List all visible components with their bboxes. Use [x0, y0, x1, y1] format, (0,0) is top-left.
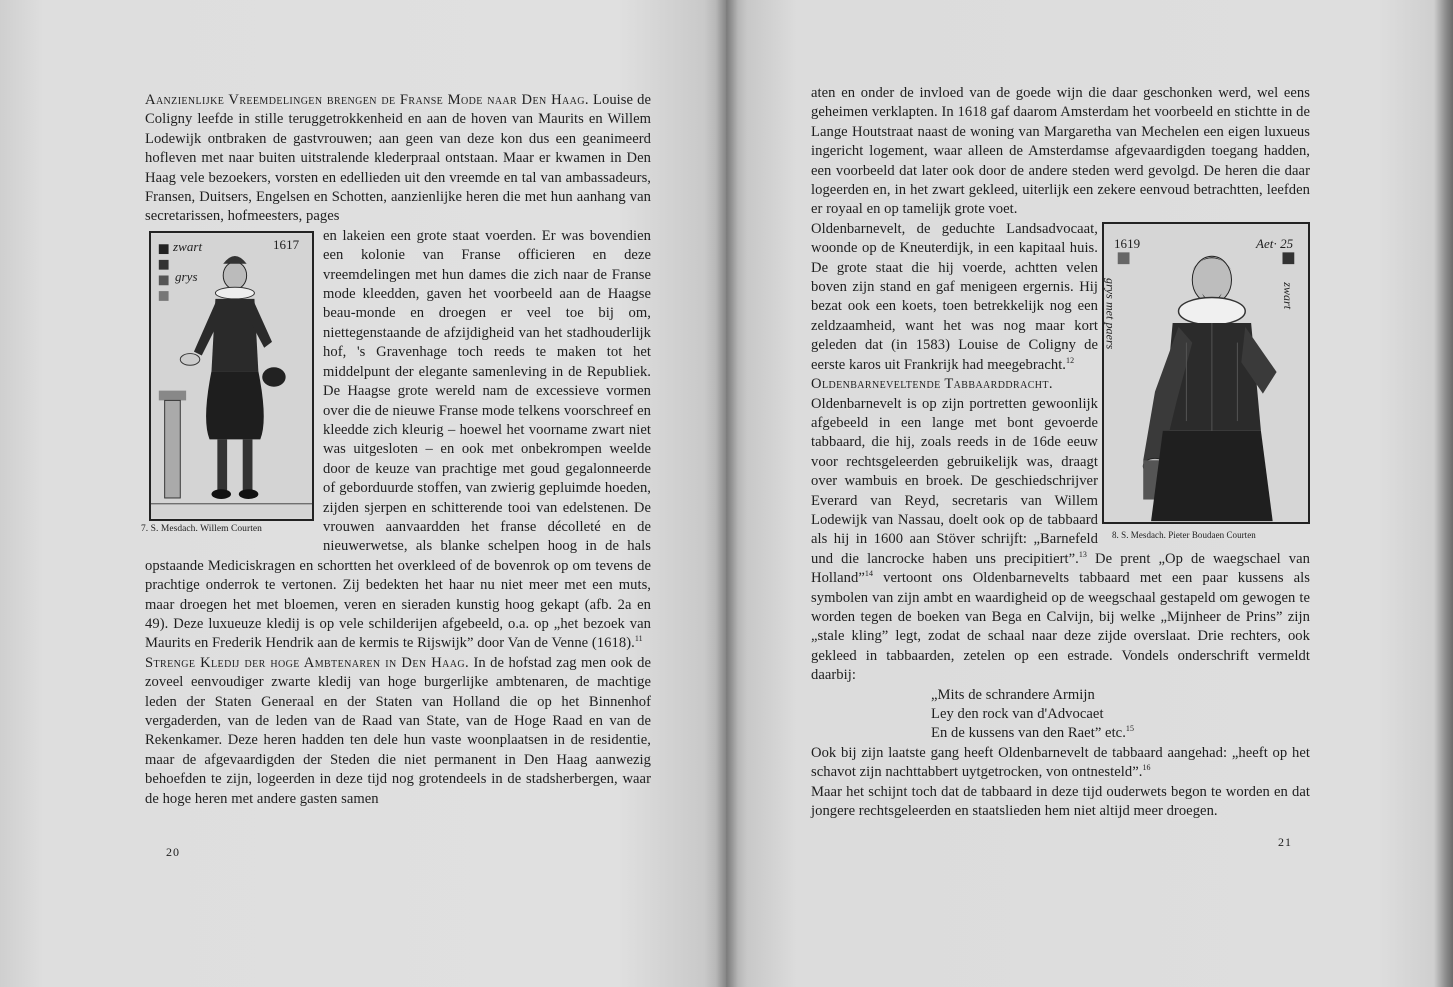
paragraph: Maar het schijnt toch dat de tabbaard in deze tijd ouderwets begon te worden en dat jongere rechtsgeleerden en staatslieden hem niet altijd meer droegen. [811, 783, 1310, 820]
paragraph: en lakeien een grote staat voerden. Er was bovendien een kolonie van Franse officieren en deze vreemdelingen met hun dames die zich naar de Franse mode kleedden, gaven het voorbeeld aan de Haagse beau-monde en droegen er veel toe bij om, niettegenstaande de afzijdigheid van het stadhouderlijk hof, 's Gravenhage toch reeds te maken tot het middelpunt der elegante samenleving in de Republiek. De Haagse grote wereld nam de excessieve vormen over die de nieuwe Franse mode telkens voorschreef en kleedde zich kleurig – hoewel het voorname zwart niet was uitgesloten – en ook met onbekrompen weelde door de keuze van prachtige met goud gegalonneerde of geborduurde stoffen, van zwierig gepluimde hoeden, zijden sjerpen en schitterende tooi van edelstenen. De vrouwen aanvaardden het franse décolleté en de nieuwerwetse, als blanke schelpen hoog in de hals opstaande Mediciskragen en schortten het overkleed of de bovenrok op om tevens de prachtige onderrok te vertonen. Zij bedekten het haar nu niet meer met een muts, maar droegen het met bloemen, veren en sieraden kunstig hoog gekapt (afb. 2a en 49). Deze luxueuze kledij is op vele schilderijen afgebeeld, o.a. op „het bezoek van Maurits en Frederik Hendrik aan de kermis te Rijswijk” door Van de Venne (1618). [145, 227, 651, 652]
footnote-ref: 14 [864, 569, 874, 579]
figure-label-black: zwart [1281, 282, 1296, 310]
paragraph: Oldenbarnevelt, de geduchte Landsadvocaat, woonde op de Kneuterdijk, in een kapitaal huis. De grote staat die hij voerde, achtten velen boven zijn stand en gaf menigeen ergernis. Hij bezat ook een koets, toen betrekkelijk nog een zeldzaamheid, want het was nog maar kort geleden dat (in 1583) Louise de Coligny de eerste karos uit Frankrijk had meegebracht. [811, 220, 1098, 373]
paragraph: Oldenbarnevelt is op zijn portretten gewoonlijk afgebeeld in een lange met bont gevoerde tabbaard, die hij, zoals reeds in de 16de eeuw voor rechtsgeleerden gebruikelijk was, draagt over wambuis en broek. De geschiedschrijver Everard van Reyd, secretaris van Willem Lodewijk van Nassau, doelt ook op de tabbaard als hij in 1600 aan Stöver schrijft: „Barnefeld und die lancrocke haben uns precipitiert”. [811, 395, 1098, 567]
footnote-ref: 12 [1066, 355, 1075, 365]
page-number-right: 21 [1278, 835, 1292, 849]
book-edge [1434, 0, 1453, 987]
figure-caption: 8. S. Mesdach. Pieter Boudaen Courten [1112, 529, 1256, 540]
footnote-ref: 11 [634, 634, 643, 644]
paragraph: aten en onder de invloed van de goede wijn die daar geschonken werd, wel eens geheimen verklapten. In 1618 gaf daarom Amsterdam het voorbeeld en stichtte in de Lange Houtstraat naast de woning van Margaretha van Mechelen een eigen luxueus ingericht logement, waar alleen de Amsterdamse afgevaardigden toegang hadden, een voorbeeld dat later ook door de andere steden werd gevolgd. De heren die daar logeerden en, in het zwart gekleed, uiterlijk een zekere eenvoud betrachtten, leefden er royaal en op tamelijk grote voet. [811, 85, 1310, 218]
figure-caption: 7. S. Mesdach. Willem Courten [141, 523, 262, 534]
figure-label-grey-purple: grys met paers [1103, 277, 1118, 350]
footnote-ref: 13 [1078, 549, 1087, 559]
figure-label-black: zwart [173, 238, 203, 254]
portrait-pieter-courten-illustration [1104, 224, 1308, 522]
portrait-frame [1102, 222, 1310, 524]
poem-quote [811, 686, 1310, 744]
poem-line: En de kussens van den Raet” etc.$^{15}$ [931, 724, 1135, 742]
figure-willem-courten [141, 227, 317, 543]
paragraph: vertoont ons Oldenbarnevelts tabbaard met een paar kussens als symbolen van zijn ambt en waardigheid op de weegschaal gestapeld om gewogen te worden tegen de boeken van Bega en Calvijn, bij welke „Mijnheer de Prins” zijn „stale kling” legt, zodat de schaal naar deze zijde overslaat. Drie rechters, ook gekleed in tabbaarden, zetelen op een estrade. Vondels onderschrift vermeldt daarbij: [811, 570, 1310, 684]
figure-pieter-boudaen-courten [1102, 222, 1310, 545]
page-number-left: 20 [166, 845, 180, 859]
paragraph: De prent „Op de waegschael van Holland” [811, 550, 1310, 587]
paragraph: In de hofstad zag men ook de zoveel eenvoudiger zwarte kledij van hoge burgerlijke ambtenaren, de machtige leden der Staten Generaal en der Staten van Holland die op het Binnenhof vergaderden, van de leden van de Raad van State, van de Hoge Raad en van de Rekenkamer. Deze heren hadden ten dele hun vaste woonplaatsen in de residentie, maar de afgevaardigden der Steden die niet permanent in Den Haag aanwezig behoefden te zijn, logeerden in deze tijd nog grotendeels in de stadsherbergen, waar de hoge heren met andere gasten samen [145, 654, 651, 807]
poem-line: „Mits de schrandere Armijn [931, 686, 1095, 703]
left-page-text [141, 91, 651, 809]
poem-line: Ley den rock van d'Advocaet [931, 706, 1104, 722]
book-gutter [716, 0, 738, 987]
section-heading-fashion: Aanzienlijke Vreemdelingen brengen de Franse Mode naar Den Haag. [145, 92, 589, 108]
paragraph: Ook bij zijn laatste gang heeft Oldenbarnevelt de tabbaard aangehad: „heeft op het schavot zijn nachttabbert uytgetrocken, von ontnesteld”. [811, 744, 1310, 781]
section-heading-officials: Strenge Kledij der hoge Ambtenaren in Den Haag. [145, 654, 470, 671]
portrait-frame [149, 231, 314, 521]
figure-year: 1619 [1114, 235, 1141, 251]
figure-label-grey: grys [175, 268, 198, 284]
figure-year: 1617 [273, 236, 300, 252]
paragraph: Louise de Coligny leefde in stille teruggetrokkenheid en aan de hoven van Maurits en Willem Lodewijk ontbraken de gastvrouwen; aan geen van deze kon dus een geanimeerd hofleven met naar buiten uitstralende klederpraal ontstaan. Maar er kwamen in Den Haag vele bezoekers, vorsten en edellieden uit den vreemde en tal van ambassadeurs, Fransen, Duitsers, Engelsen en Schotten, aanzienlijke heren die met hun aanhang van secretarissen, hofmeesters, pages [145, 92, 651, 225]
footnote-ref: 16 [1142, 763, 1151, 773]
right-page-text [811, 84, 1310, 821]
section-heading-tabbaard: Oldenbarneveltende Tabbaarddracht. [811, 376, 1053, 393]
figure-age: Aet· 25 [1256, 235, 1294, 251]
footnote-ref: 15 [1125, 724, 1135, 734]
